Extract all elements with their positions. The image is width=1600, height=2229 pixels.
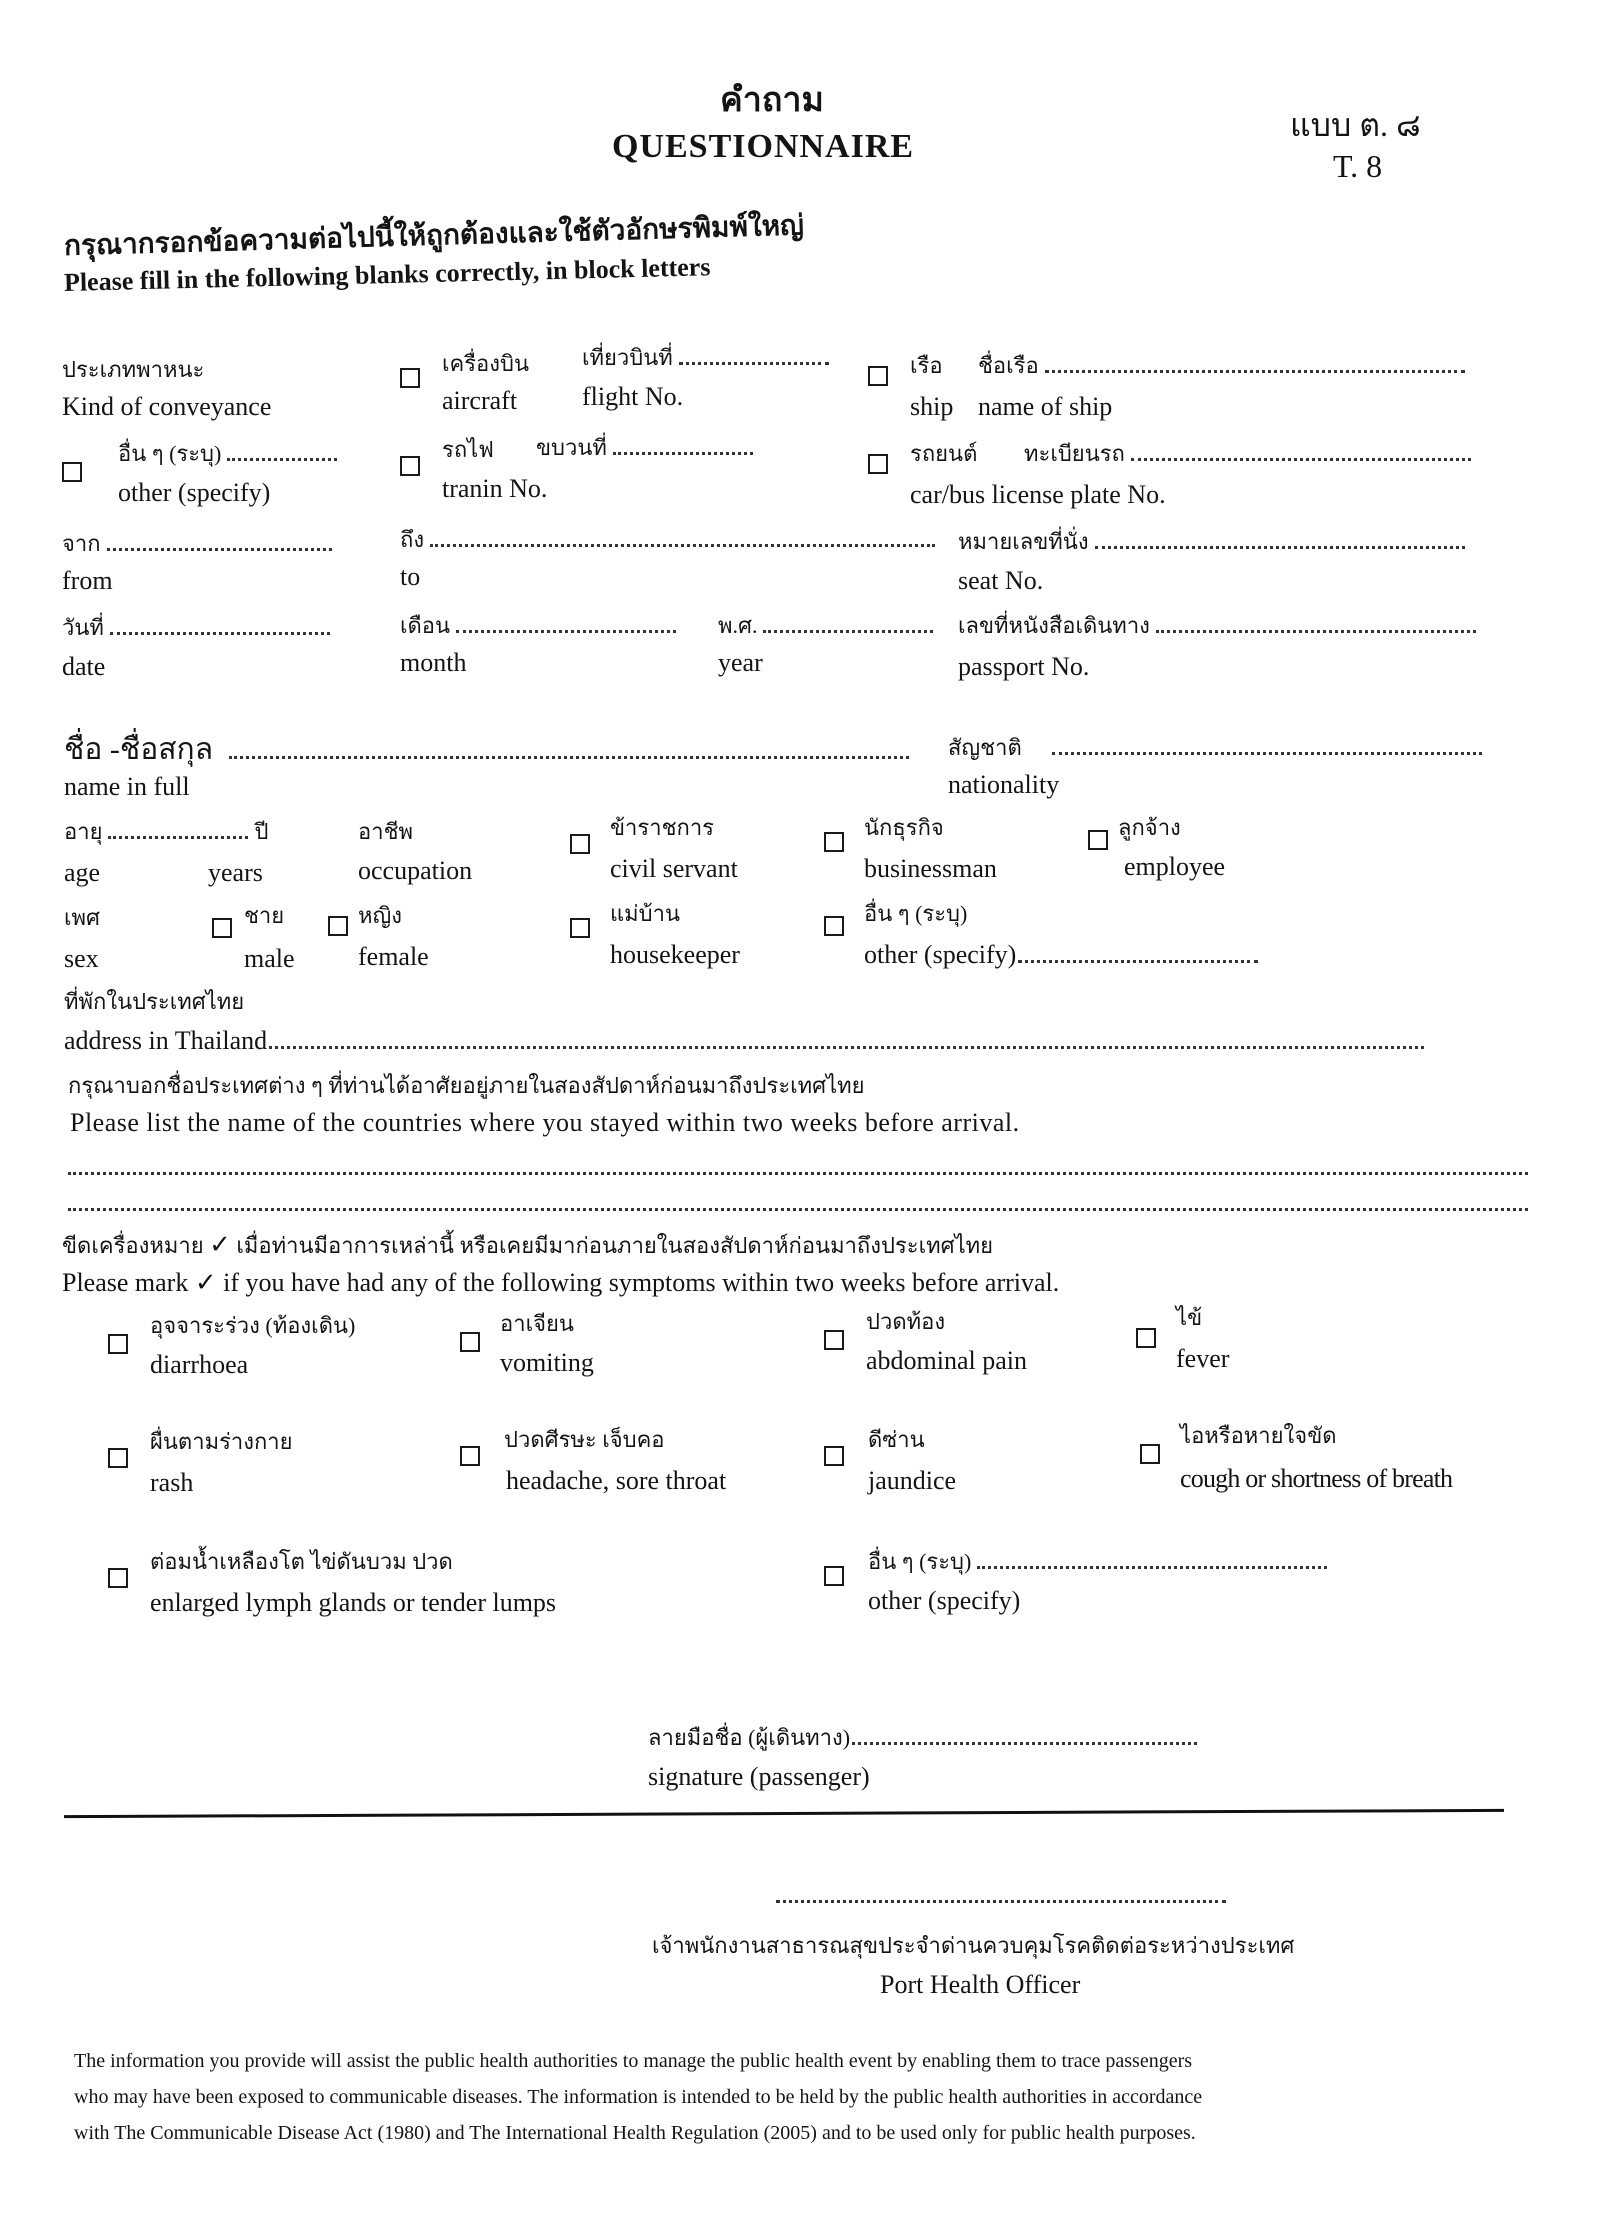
license-plate-field[interactable] <box>1024 436 1471 471</box>
signature-field[interactable] <box>648 1720 1197 1755</box>
car-label-english: car/bus license plate No. <box>910 480 1166 509</box>
title-thai: คำถาม <box>720 82 824 119</box>
other-conveyance-label-thai: อื่น ๆ (ระบุ) <box>118 441 222 466</box>
lymph-glands-label-english: enlarged lymph glands or tender lumps <box>150 1588 557 1617</box>
businessman-label-english: businessman <box>864 854 997 883</box>
aircraft-label-english: aircraft <box>442 386 518 415</box>
cough-checkbox[interactable] <box>1140 1444 1160 1464</box>
car-label-thai: รถยนต์ <box>910 441 978 466</box>
officer-signature-field[interactable] <box>776 1890 1226 1908</box>
occupation-label-thai: อาชีพ <box>358 819 413 844</box>
privacy-notice-line-1: The information you provide will assist the public health authorities to manage the public health event by enabling them to trace passengers <box>74 2050 1193 2072</box>
conveyance-label-english: Kind of conveyance <box>62 392 272 421</box>
officer-title-thai: เจ้าพนักงานสาธารณสุขประจำด่านควบคุมโรคติดต่อระหว่างประเทศ <box>652 1933 1295 1958</box>
symptoms-instruction-thai <box>62 1228 993 1263</box>
age-unit-english: years <box>208 858 263 887</box>
ship-checkbox[interactable] <box>868 366 888 386</box>
female-label-thai: หญิง <box>358 903 402 928</box>
female-checkbox[interactable] <box>328 916 348 936</box>
title-english: QUESTIONNAIRE <box>612 128 915 165</box>
age-unit-thai: ปี <box>254 819 269 844</box>
mark-label-english: Please mark <box>62 1268 189 1297</box>
cough-label-english: cough or shortness of breath <box>1180 1464 1453 1493</box>
sex-label-english: sex <box>64 944 99 973</box>
fever-checkbox[interactable] <box>1136 1328 1156 1348</box>
from-label-english: from <box>62 566 113 595</box>
checkmark-icon: ✓ <box>194 1268 217 1298</box>
ship-label-english: ship <box>910 392 954 421</box>
license-plate-label-thai: ทะเบียนรถ <box>1024 441 1125 466</box>
other-occupation-label-thai: อื่น ๆ (ระบุ) <box>864 901 968 926</box>
male-label-english: male <box>244 944 295 973</box>
headache-checkbox[interactable] <box>460 1446 480 1466</box>
date-label-thai: วันที่ <box>62 615 104 640</box>
train-label-thai: รถไฟ <box>442 437 494 462</box>
ship-name-field[interactable] <box>978 348 1465 383</box>
female-label-english: female <box>358 942 429 971</box>
lymph-glands-label-thai: ต่อมน้ำเหลืองโต ไข่ดันบวม ปวด <box>150 1549 453 1574</box>
diarrhoea-checkbox[interactable] <box>108 1334 128 1354</box>
passport-label-thai: เลขที่หนังสือเดินทาง <box>958 613 1150 638</box>
civil-servant-checkbox[interactable] <box>570 834 590 854</box>
diarrhoea-label-english: diarrhoea <box>150 1350 249 1379</box>
instruction-thai: กรุณากรอกข้อความต่อไปนี้ให้ถูกต้องและใช้ตัวอักษรพิมพ์ใหญ่ <box>63 210 805 262</box>
civil-servant-label-thai: ข้าราชการ <box>610 815 714 840</box>
rash-label-thai: ผื่นตามร่างกาย <box>150 1429 293 1454</box>
from-label-thai: จาก <box>62 531 101 556</box>
train-checkbox[interactable] <box>400 456 420 476</box>
month-label-thai: เดือน <box>400 613 451 638</box>
countries-instruction-thai: กรุณาบอกชื่อประเทศต่าง ๆ ที่ท่านได้อาศัยอยู่ภายในสองสัปดาห์ก่อนมาถึงประเทศไทย <box>68 1073 865 1098</box>
occupation-label-english: occupation <box>358 856 473 885</box>
other-conveyance-checkbox[interactable] <box>62 462 82 482</box>
signature-label-thai: ลายมือชื่อ (ผู้เดินทาง) <box>648 1725 851 1750</box>
civil-servant-label-english: civil servant <box>610 854 738 883</box>
other-occupation-field[interactable] <box>864 940 1258 970</box>
headache-label-english: headache, sore throat <box>506 1466 727 1495</box>
countries-instruction-english: Please list the name of the countries where you stayed within two weeks before arrival. <box>70 1108 1020 1137</box>
privacy-notice-line-3: with The Communicable Disease Act (1980) and The International Health Regulation (2005) and to be used only for public health purposes. <box>74 2122 1196 2144</box>
aircraft-label-thai: เครื่องบิน <box>442 351 530 376</box>
from-field[interactable] <box>62 526 332 561</box>
to-field[interactable] <box>400 522 935 557</box>
nationality-field[interactable] <box>948 730 1482 765</box>
seat-label-thai: หมายเลขที่นั่ง <box>958 529 1089 554</box>
ship-name-label-english: name of ship <box>978 392 1113 421</box>
passport-number-field[interactable] <box>958 608 1476 643</box>
other-conveyance-label-english: other (specify) <box>118 478 271 507</box>
businessman-checkbox[interactable] <box>824 832 844 852</box>
symptoms-question-thai: เมื่อท่านมีอาการเหล่านี้ หรือเคยมีมาก่อนภายในสองสัปดาห์ก่อนมาถึงประเทศไทย <box>236 1233 994 1258</box>
date-label-english: date <box>62 652 106 681</box>
ship-name-label-thai: ชื่อเรือ <box>978 353 1039 378</box>
businessman-label-thai: นักธุรกิจ <box>864 815 944 840</box>
train-number-label-english: tranin No. <box>442 474 548 503</box>
car-checkbox[interactable] <box>868 454 888 474</box>
signature-label-english: signature (passenger) <box>648 1762 870 1791</box>
instruction-english: Please fill in the following blanks correctly, in block letters <box>63 252 711 297</box>
seat-number-field[interactable] <box>958 524 1465 559</box>
countries-line-1[interactable] <box>68 1162 1528 1180</box>
month-field[interactable] <box>400 608 676 643</box>
other-symptom-label-english: other (specify) <box>868 1586 1021 1615</box>
cough-label-thai: ไอหรือหายใจขัด <box>1180 1423 1337 1448</box>
fever-label-english: fever <box>1176 1344 1230 1373</box>
rash-label-english: rash <box>150 1468 194 1497</box>
name-label-english: name in full <box>64 772 190 801</box>
officer-title-english: Port Health Officer <box>880 1970 1081 1999</box>
address-label-english: address in Thailand <box>64 1026 268 1055</box>
section-divider <box>64 1809 1504 1818</box>
aircraft-checkbox[interactable] <box>400 368 420 388</box>
age-label-thai: อายุ <box>64 819 103 844</box>
male-label-thai: ชาย <box>244 903 285 928</box>
month-label-english: month <box>400 648 467 677</box>
checkmark-icon: ✓ <box>209 1230 231 1260</box>
age-label-english: age <box>64 858 101 887</box>
other-conveyance-field[interactable] <box>118 436 337 471</box>
seat-label-english: seat No. <box>958 566 1044 595</box>
abdominal-pain-label-english: abdominal pain <box>866 1346 1028 1375</box>
other-occupation-label-english: other (specify) <box>864 940 1017 969</box>
countries-line-2[interactable] <box>68 1198 1528 1216</box>
nationality-label-english: nationality <box>948 770 1060 799</box>
form-number-thai: แบบ ต. ๘ <box>1290 107 1421 143</box>
conveyance-label-thai: ประเภทพาหนะ <box>62 357 205 382</box>
rash-checkbox[interactable] <box>108 1448 128 1468</box>
vomiting-checkbox[interactable] <box>460 1332 480 1352</box>
vomiting-label-thai: อาเจียน <box>500 1311 574 1336</box>
to-label-english: to <box>400 562 421 591</box>
nationality-label-thai: สัญชาติ <box>948 735 1022 760</box>
to-label-thai: ถึง <box>400 527 425 552</box>
housekeeper-label-thai: แม่บ้าน <box>610 901 681 926</box>
address-field[interactable] <box>64 1026 1424 1056</box>
age-field[interactable] <box>64 814 268 849</box>
other-occupation-checkbox[interactable] <box>824 916 844 936</box>
housekeeper-label-english: housekeeper <box>610 940 740 969</box>
flight-number-label-thai: เที่ยวบินที่ <box>582 345 673 370</box>
form-number-english: T. 8 <box>1333 148 1383 184</box>
symptoms-question-english: if you have had any of the following symptoms within two weeks before arrival. <box>223 1268 1060 1297</box>
privacy-notice-line-2: who may have been exposed to communicable diseases. The information is intended to be held by the public health authorities in accordance <box>74 2086 1203 2108</box>
date-field[interactable] <box>62 610 330 645</box>
ship-label-thai: เรือ <box>910 353 943 378</box>
jaundice-label-english: jaundice <box>868 1466 957 1495</box>
year-label-thai: พ.ศ. <box>718 613 758 638</box>
sex-label-thai: เพศ <box>64 905 100 930</box>
abdominal-pain-checkbox[interactable] <box>824 1330 844 1350</box>
headache-label-thai: ปวดศีรษะ เจ็บคอ <box>504 1427 665 1452</box>
flight-number-field[interactable] <box>582 340 829 375</box>
full-name-field[interactable] <box>64 726 909 773</box>
housekeeper-checkbox[interactable] <box>570 918 590 938</box>
employee-label-thai: ลูกจ้าง <box>1118 815 1181 840</box>
vomiting-label-english: vomiting <box>500 1348 594 1377</box>
diarrhoea-label-thai: อุจจาระร่วง (ท้องเดิน) <box>150 1313 356 1338</box>
passport-label-english: passport No. <box>958 652 1090 681</box>
other-symptom-field[interactable] <box>868 1544 1327 1579</box>
year-field[interactable] <box>718 608 933 643</box>
address-label-thai: ที่พักในประเทศไทย <box>64 989 245 1014</box>
mark-label-thai: ขีดเครื่องหมาย <box>62 1233 204 1258</box>
train-number-label-thai: ขบวนที่ <box>536 435 607 460</box>
symptoms-instruction-english <box>62 1268 1059 1298</box>
train-number-field[interactable] <box>536 430 753 465</box>
jaundice-label-thai: ดีซ่าน <box>868 1427 925 1452</box>
other-symptom-label-thai: อื่น ๆ (ระบุ) <box>868 1549 972 1574</box>
abdominal-pain-label-thai: ปวดท้อง <box>866 1309 946 1334</box>
lymph-glands-checkbox[interactable] <box>108 1568 128 1588</box>
jaundice-checkbox[interactable] <box>824 1446 844 1466</box>
other-symptom-checkbox[interactable] <box>824 1566 844 1586</box>
employee-checkbox[interactable] <box>1088 830 1108 850</box>
male-checkbox[interactable] <box>212 918 232 938</box>
year-label-english: year <box>718 648 763 677</box>
name-label-thai: ชื่อ -ชื่อสกุล <box>64 733 214 766</box>
fever-label-thai: ไข้ <box>1176 1305 1203 1330</box>
employee-label-english: employee <box>1124 852 1226 881</box>
flight-number-label-english: flight No. <box>582 382 684 411</box>
